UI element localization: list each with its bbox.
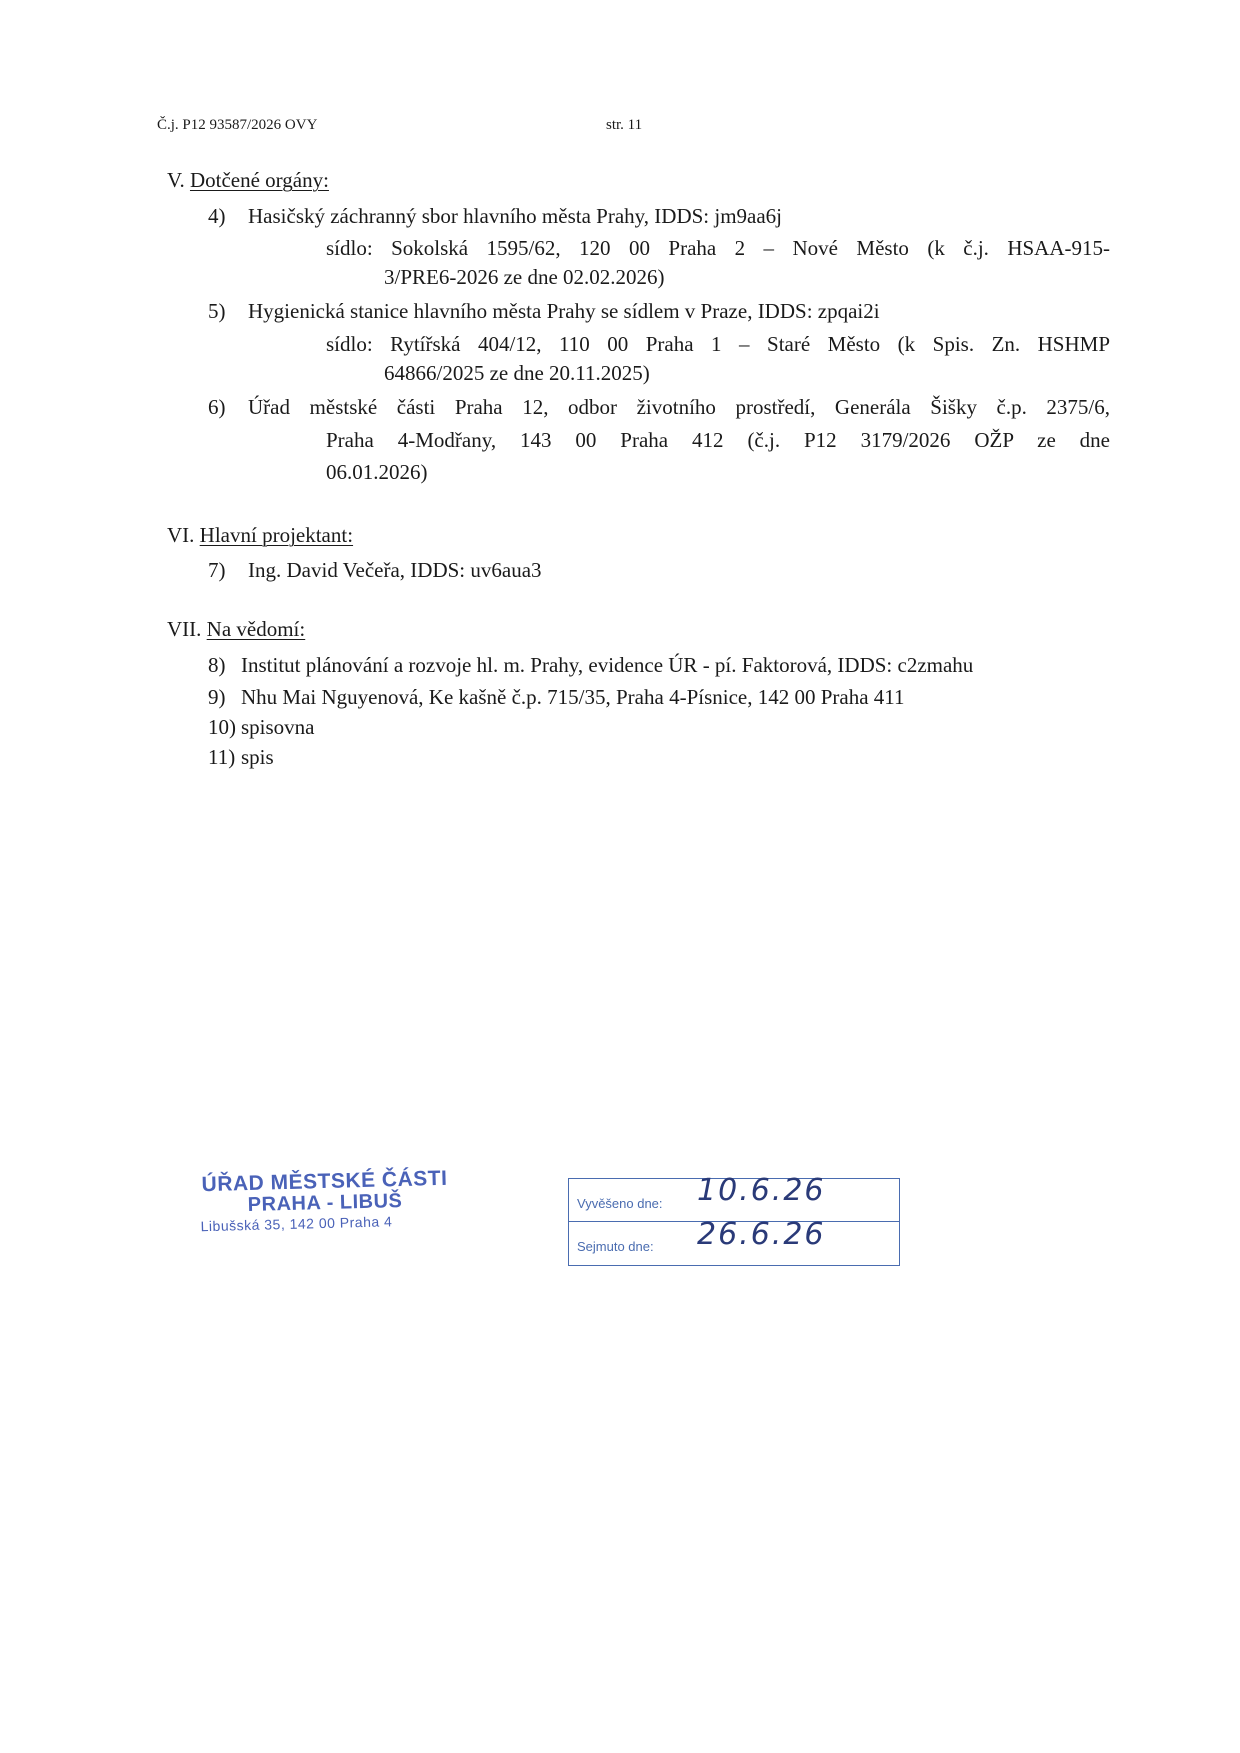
item-number: 4): [208, 204, 226, 228]
removed-date-handwritten: 26.6.26: [697, 1217, 826, 1252]
stamp-line-2: PRAHA - LIBUŠ: [247, 1189, 403, 1217]
section-number: VI.: [167, 523, 195, 547]
item-5-line-1: Hygienická stanice hlavního města Prahy se sídlem v Praze, IDDS: zpqai2i: [248, 299, 880, 323]
stamp-line-1: ÚŘAD MĚSTSKÉ ČÁSTI: [201, 1166, 448, 1197]
item-4-line-3: 3/PRE6-2026 ze dne 02.02.2026): [384, 265, 665, 289]
section-title: Na vědomí:: [206, 617, 306, 641]
posting-box: [568, 1173, 900, 1266]
item-number: 7): [208, 558, 226, 582]
section-number: VII.: [167, 617, 202, 641]
section-title: Hlavní projektant:: [199, 523, 354, 547]
posted-label: Vyvěšeno dne:: [577, 1196, 663, 1211]
section-v-heading: [167, 168, 329, 193]
item-6-line-1: Úřad městské části Praha 12, odbor životního prostředí, Generála Šišky č.p. 2375/6,: [248, 395, 1110, 419]
item-4-line-1: Hasičský záchranný sbor hlavního města Prahy, IDDS: jm9aa6j: [248, 204, 783, 228]
section-vi-heading: [167, 523, 353, 548]
section-vii-heading: [167, 617, 305, 642]
office-stamp: [189, 1166, 461, 1234]
section-number: V.: [167, 168, 185, 192]
removed-label: Sejmuto dne:: [577, 1239, 654, 1254]
item-number: 9): [208, 685, 226, 709]
item-7-text: Ing. David Večeřa, IDDS: uv6aua3: [248, 558, 542, 582]
item-6-line-3: 06.01.2026): [326, 460, 428, 484]
item-11-text: spis: [241, 745, 274, 769]
section-title: Dotčené orgány:: [189, 168, 329, 192]
item-5-line-3: 64866/2025 ze dne 20.11.2025): [384, 361, 650, 385]
item-number: 6): [208, 395, 226, 419]
item-8-text: Institut plánování a rozvoje hl. m. Prahy, evidence ÚR - pí. Faktorová, IDDS: c2zmahu: [241, 653, 974, 677]
item-number: 5): [208, 299, 226, 323]
item-number: 8): [208, 653, 226, 677]
posted-date-handwritten: 10.6.26: [697, 1173, 826, 1208]
reference-number: Č.j. P12 93587/2026 OVY: [157, 117, 318, 133]
item-number: 10): [208, 715, 236, 739]
item-6-line-2: Praha 4-Modřany, 143 00 Praha 412 (č.j. P12 3179/2026 OŽP ze dne: [326, 428, 1110, 452]
item-9-text: Nhu Mai Nguyenová, Ke kašně č.p. 715/35, Praha 4-Písnice, 142 00 Praha 411: [241, 685, 905, 709]
item-5-line-2: sídlo: Rytířská 404/12, 110 00 Praha 1 – Staré Město (k Spis. Zn. HSHMP: [326, 332, 1110, 356]
stamp-line-3: Libušská 35, 142 00 Praha 4: [200, 1213, 393, 1235]
item-10-text: spisovna: [241, 715, 315, 739]
item-4-line-2: sídlo: Sokolská 1595/62, 120 00 Praha 2 – Nové Město (k č.j. HSAA-915-: [326, 236, 1110, 260]
item-number: 11): [208, 745, 236, 769]
page-number: str. 11: [606, 117, 643, 133]
